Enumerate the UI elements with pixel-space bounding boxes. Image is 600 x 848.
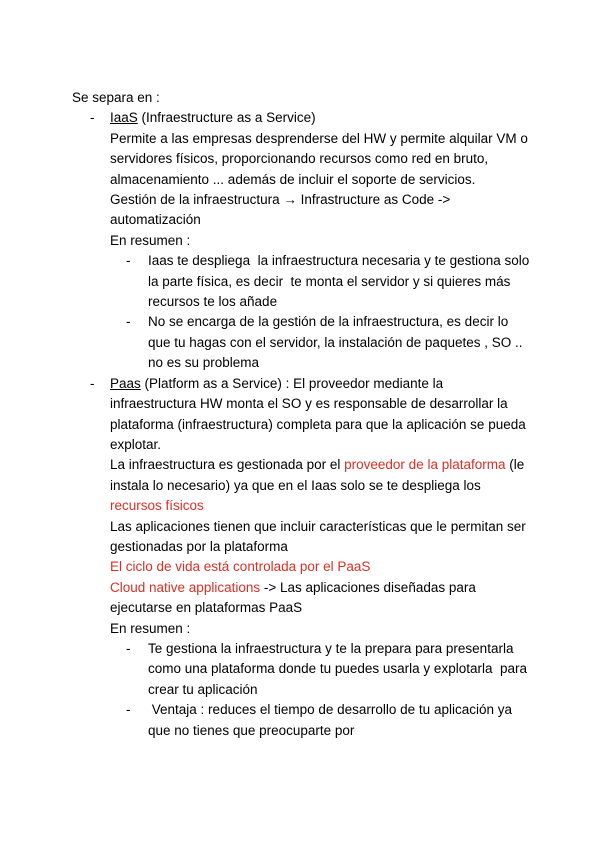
text-segment: Ventaja : reduces el tiempo de desarrollo de tu aplicación ya que no tienes que preocuparte por: [148, 702, 516, 738]
bullet-dash: -: [90, 375, 95, 391]
bullet-dash: -: [90, 110, 95, 126]
paragraph: [72, 129, 530, 190]
text-segment: En resumen :: [110, 620, 191, 636]
text-segment: Cloud native applications: [110, 579, 261, 595]
paragraph: [72, 231, 530, 251]
list-item: [72, 251, 533, 312]
text-segment: El ciclo de vida está controlada por el PaaS: [110, 559, 371, 575]
text-segment: En resumen :: [110, 232, 191, 248]
bullet-dash: -: [126, 702, 131, 718]
list-item: [72, 312, 530, 373]
text-segment: La infraestructura es gestionada por el: [110, 457, 345, 473]
text-segment: Gestión de la infraestructura → Infrastructure as Code -> automatización: [110, 192, 455, 228]
paragraph: [72, 455, 530, 516]
paragraph: [72, 578, 530, 619]
text-segment: Permite a las empresas desprenderse del HW y permite alquilar VM o servidores físicos, proporcionando recursos como red en bruto, almacenamiento ... además de incluir el soporte de servicios.: [110, 130, 532, 187]
text-segment: Se separa en :: [72, 90, 160, 105]
paragraph: [72, 557, 530, 577]
text-segment: No se encarga de la gestión de la infraestructura, es decir lo que tu hagas con el servidor, la instalación de paquetes , SO .. no es su problema: [148, 314, 527, 371]
bullet-dash: -: [126, 314, 131, 330]
text-segment: proveedor de la plataforma: [344, 457, 506, 473]
text-segment: Paas: [110, 375, 141, 391]
text-segment: Te gestiona la infraestructura y te la prepara para presentarla como una plataforma donde tu puedes usarla y explotarla para crear tu aplicación: [148, 640, 531, 697]
text-segment: Iaas te despliega la infraestructura necesaria y te gestiona solo la parte física, es decir te monta el servidor y si quieres más recursos te los añade: [148, 253, 533, 310]
paragraph: [72, 517, 530, 558]
bullet-dash: -: [126, 640, 131, 656]
text-segment: (le instala lo necesario) ya que en el Iaas solo se te despliega los: [110, 457, 529, 493]
paragraph: [72, 88, 530, 108]
paragraph: [72, 619, 530, 639]
paragraph: [72, 190, 530, 231]
list-item: [72, 639, 530, 700]
list-item: [72, 700, 530, 741]
text-segment: recursos físicos: [110, 498, 204, 514]
bullet-dash: -: [126, 253, 131, 269]
document-content: [72, 88, 533, 741]
text-segment: (Infraestructure as a Service): [137, 110, 316, 126]
list-item: [72, 374, 530, 456]
text-segment: Las aplicaciones tienen que incluir características que le permitan ser gestionadas por la plataforma: [110, 518, 530, 554]
text-segment: -> Las aplicaciones diseñadas para ejecutarse en plataformas PaaS: [110, 579, 480, 616]
text-segment: IaaS: [110, 110, 138, 126]
text-segment: (Platform as a Service) : El proveedor mediante la infraestructura HW monta el SO y es responsable de desarrollar la plataforma (infraestructura) completa para que la aplicación se pueda explotar.: [110, 375, 530, 452]
list-item: [72, 108, 530, 128]
